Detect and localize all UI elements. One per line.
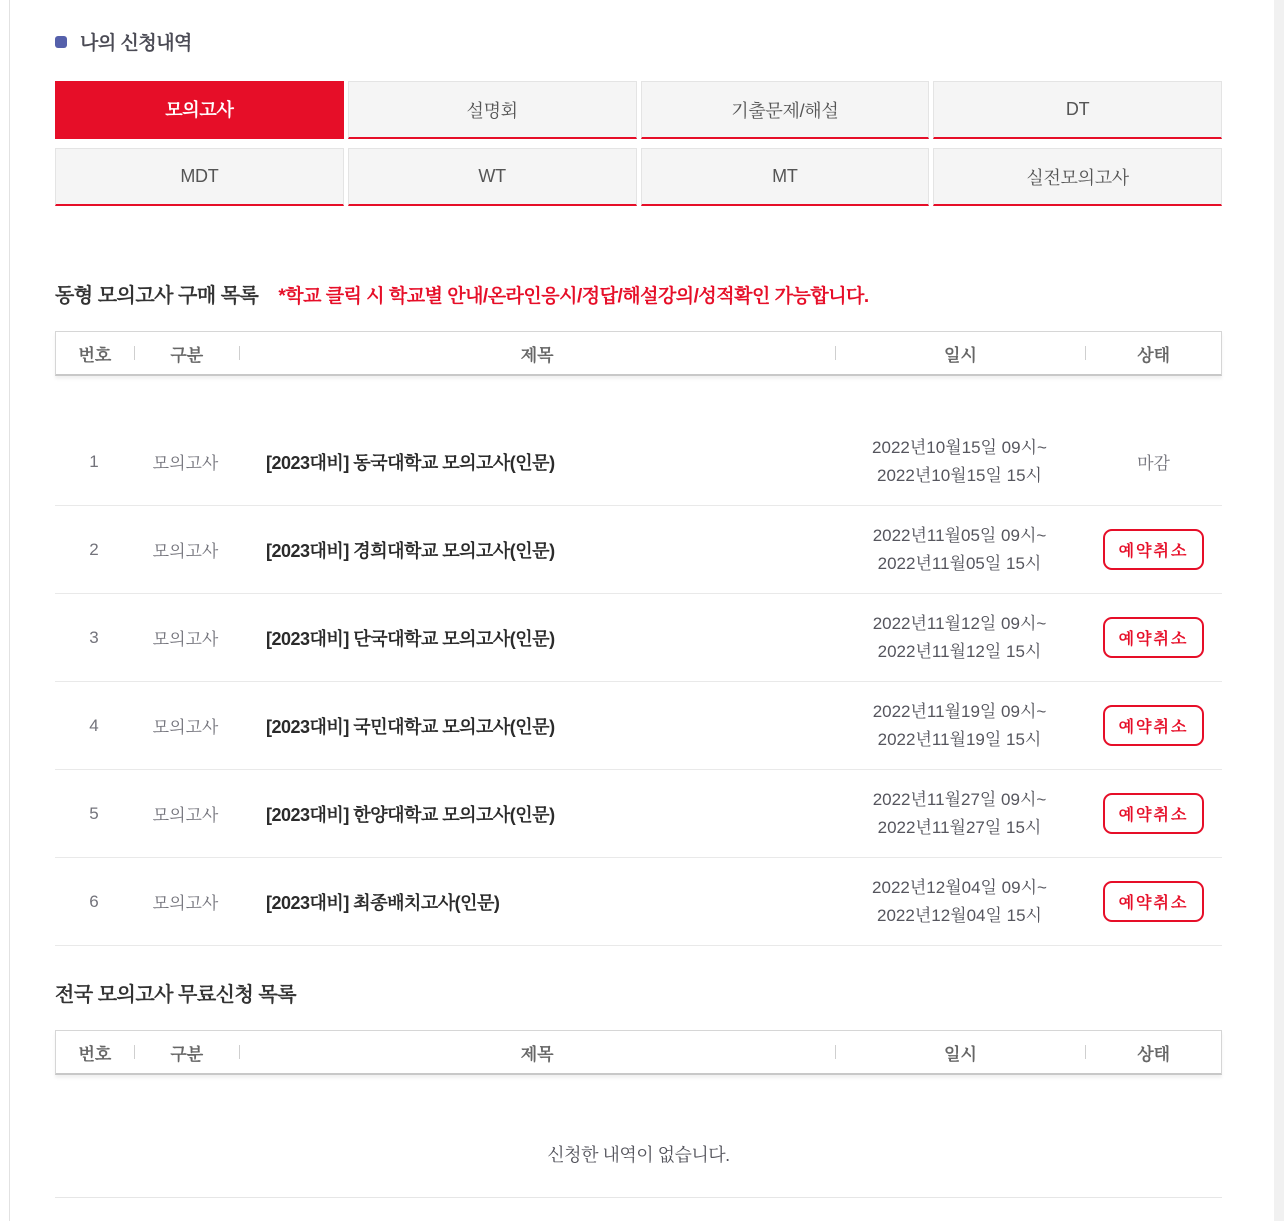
section-divider — [55, 1197, 1222, 1198]
exam-title-link[interactable]: [2023대비] 동국대학교 모의고사(인문) — [266, 452, 555, 473]
date-end: 2022년10월15일 15시 — [877, 465, 1042, 485]
date-start: 2022년11월27일 09시~ — [872, 790, 1047, 810]
purchase-list-title: 동형 모의고사 구매 목록 — [55, 285, 259, 307]
table-row — [55, 682, 1222, 770]
date-start: 2022년11월19일 09시~ — [872, 702, 1047, 722]
free-table-header — [55, 1030, 1222, 1075]
date-start: 2022년12월04일 09시~ — [872, 878, 1047, 898]
row-category: 모의고사 — [152, 630, 219, 649]
exam-title-link[interactable]: [2023대비] 경희대학교 모의고사(인문) — [266, 540, 555, 561]
column-header-no: 번호 — [78, 1044, 112, 1064]
row-number: 1 — [89, 451, 99, 471]
row-category: 모의고사 — [152, 542, 219, 561]
date-end: 2022년11월05일 15시 — [877, 553, 1042, 573]
row-category: 모의고사 — [152, 806, 219, 825]
purchase-list-note: *학교 클릭 시 학교별 안내/온라인응시/정답/해설강의/성적확인 가능합니다. — [278, 286, 869, 307]
date-end: 2022년11월12일 15시 — [877, 641, 1042, 661]
tab-dt[interactable]: DT — [933, 81, 1222, 139]
date-end: 2022년11월19일 15시 — [877, 729, 1042, 749]
row-date — [834, 434, 1085, 488]
date-start: 2022년11월05일 09시~ — [872, 526, 1047, 546]
date-end: 2022년12월04일 15시 — [877, 905, 1042, 925]
column-header-category: 구분 — [170, 345, 204, 365]
exam-title-link[interactable]: [2023대비] 한양대학교 모의고사(인문) — [266, 804, 555, 825]
tab-mock-exam[interactable]: 모의고사 — [55, 81, 344, 139]
row-number: 2 — [89, 539, 99, 559]
column-header-date: 일시 — [944, 1044, 977, 1064]
row-category: 모의고사 — [152, 718, 219, 737]
page-title-row — [55, 0, 1222, 55]
column-header-title: 제목 — [520, 345, 554, 365]
cancel-reservation-button[interactable]: 예약취소 — [1103, 881, 1205, 922]
row-date — [834, 698, 1085, 752]
status-closed-label: 마감 — [1137, 454, 1170, 473]
column-header-status: 상태 — [1137, 1044, 1171, 1064]
date-start: 2022년10월15일 09시~ — [872, 438, 1047, 458]
column-header-title: 제목 — [520, 1044, 554, 1064]
page-title: 나의 신청내역 — [80, 33, 192, 54]
row-category: 모의고사 — [152, 454, 219, 473]
cancel-reservation-button[interactable]: 예약취소 — [1103, 705, 1205, 746]
tab-bar — [55, 81, 1222, 206]
tab-wt[interactable]: WT — [348, 148, 637, 206]
tab-past-questions[interactable]: 기출문제/해설 — [641, 81, 930, 139]
column-header-no: 번호 — [78, 345, 112, 365]
tab-mt[interactable]: MT — [641, 148, 930, 206]
scrollbar[interactable] — [1274, 0, 1284, 1221]
row-number: 5 — [89, 803, 99, 823]
row-date — [834, 522, 1085, 576]
row-number: 3 — [89, 627, 99, 647]
column-header-category: 구분 — [170, 1044, 204, 1064]
row-date — [834, 874, 1085, 928]
column-header-status: 상태 — [1137, 345, 1171, 365]
row-category: 모의고사 — [152, 894, 219, 913]
date-start: 2022년11월12일 09시~ — [872, 614, 1047, 634]
exam-title-link[interactable]: [2023대비] 최종배치고사(인문) — [266, 892, 500, 913]
exam-title-link[interactable]: [2023대비] 단국대학교 모의고사(인문) — [266, 628, 555, 649]
purchase-table-header — [55, 331, 1222, 376]
empty-message: 신청한 내역이 없습니다. — [547, 1145, 730, 1165]
exam-title-link[interactable]: [2023대비] 국민대학교 모의고사(인문) — [266, 716, 555, 737]
cancel-reservation-button[interactable]: 예약취소 — [1103, 793, 1205, 834]
purchase-list-header — [55, 279, 1222, 308]
row-number: 6 — [89, 891, 99, 911]
table-row — [55, 594, 1222, 682]
cancel-reservation-button[interactable]: 예약취소 — [1103, 529, 1205, 570]
tab-full-mock-exam[interactable]: 실전모의고사 — [933, 148, 1222, 206]
purchase-table-body — [55, 376, 1222, 946]
bullet-icon — [55, 36, 67, 48]
row-date — [834, 610, 1085, 664]
my-applications-panel — [55, 0, 1222, 1198]
tab-mdt[interactable]: MDT — [55, 148, 344, 206]
date-end: 2022년11월27일 15시 — [877, 817, 1042, 837]
row-number: 4 — [89, 715, 99, 735]
table-row — [55, 506, 1222, 594]
tab-briefing[interactable]: 설명회 — [348, 81, 637, 139]
row-date — [834, 786, 1085, 840]
column-header-date: 일시 — [944, 345, 977, 365]
cancel-reservation-button[interactable]: 예약취소 — [1103, 617, 1205, 658]
table-row — [55, 770, 1222, 858]
table-row — [55, 858, 1222, 946]
free-list-title: 전국 모의고사 무료신청 목록 — [55, 984, 297, 1006]
table-row — [55, 418, 1222, 506]
page-left-border — [9, 0, 10, 1221]
